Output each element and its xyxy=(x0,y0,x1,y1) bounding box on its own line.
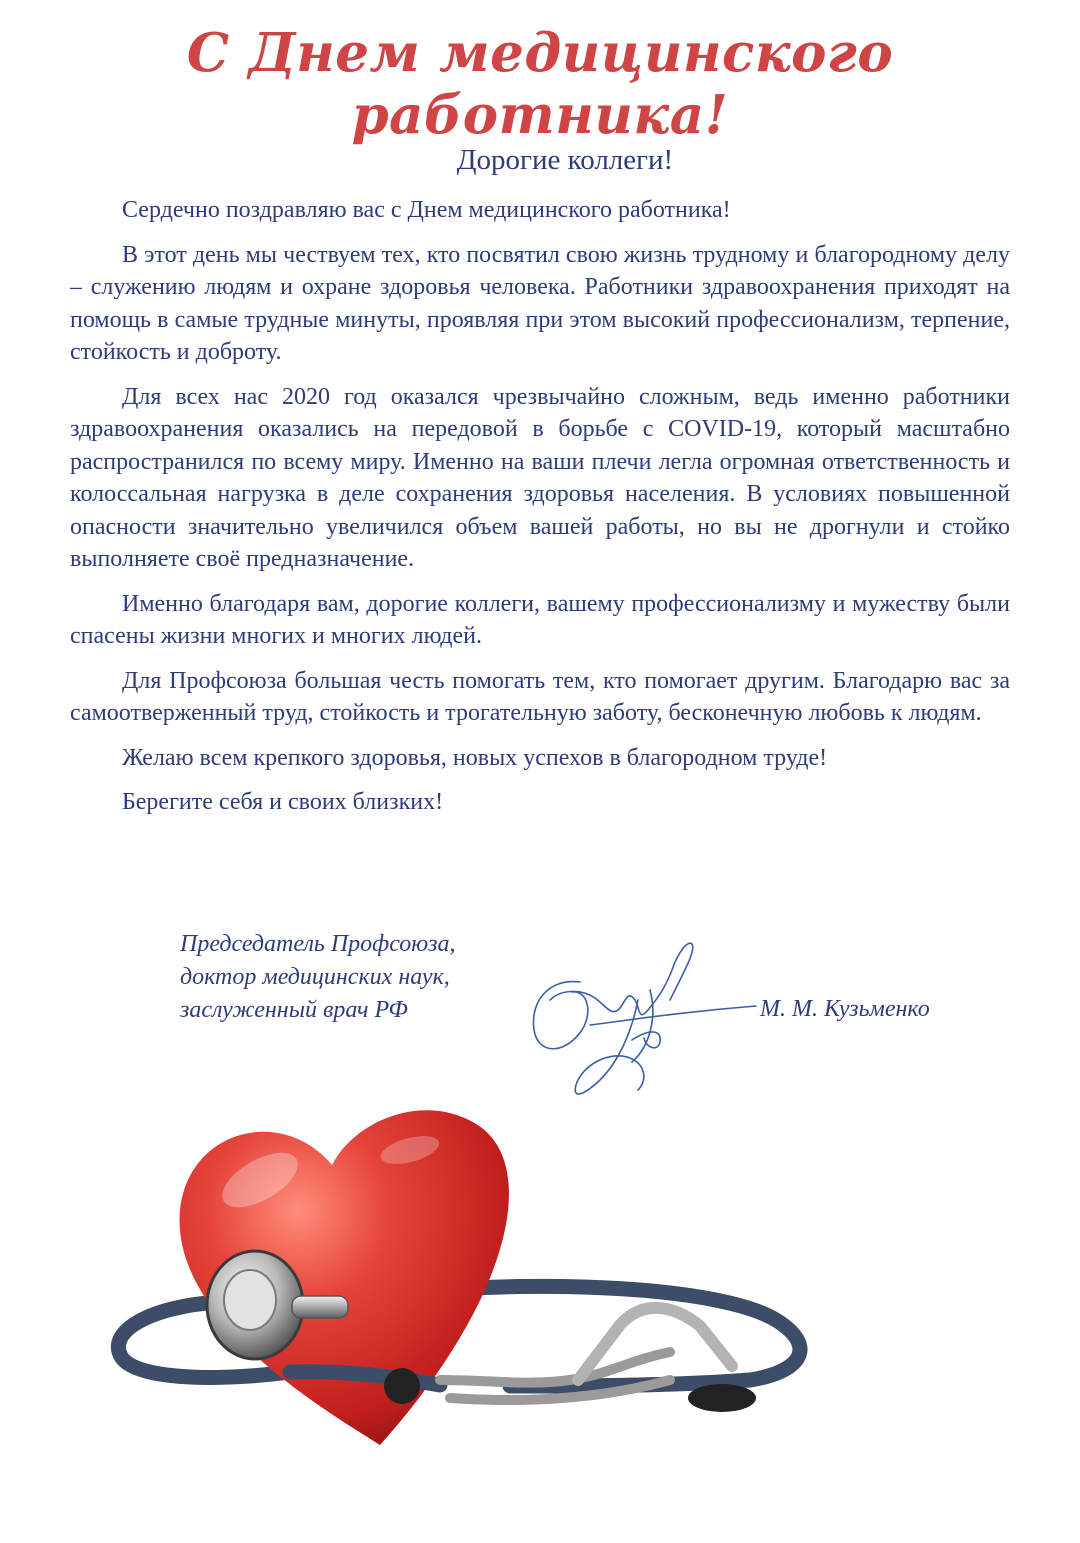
page-title: С Днем медицинского работника! xyxy=(186,22,894,146)
signatory-name: М. М. Кузьменко xyxy=(760,996,930,1022)
paragraph-union-gratitude: Для Профсоюза большая честь помогать тем, кто помогает другим. Благодарю вас за самоотверженный труд, стойкость и трогательную заботу, бесконечную любовь к людям. xyxy=(70,667,1010,726)
paragraph-tribute: В этот день мы чествуем тех, кто посвятил свою жизнь трудному и благородному делу – служению людям и охране здоровья человека. Работники здравоохранения приходят на помощь в самые трудные минуты, проявляя при этом высокий профессионализм, терпение, стойкость и доброту. xyxy=(70,241,1010,365)
heart-stethoscope-illustration xyxy=(110,1080,850,1500)
letter-body xyxy=(70,194,1010,831)
position-line: заслуженный врач РФ xyxy=(180,997,408,1023)
paragraph-covid: Для всех нас 2020 год оказался чрезвычайно сложным, ведь именно работники здравоохранения оказались на передовой в борьбе с COVID-19, который масштабно распространился по всему миру. Именно на ваши плечи легла огромная ответственность и колоссальная нагрузка в деле сохранения здоровья населения. В условиях повышенной опасности значительно увеличился объем вашей работы, но вы не дрогнули и стойко выполняете своё предназначение. xyxy=(70,383,1010,572)
paragraph-thanks-colleagues: Именно благодаря вам, дорогие коллеги, вашему профессионализму и мужеству были спасены жизни многих и многих людей. xyxy=(70,590,1010,649)
paragraph-wishes: Желаю всем крепкого здоровья, новых успехов в благородном труде! xyxy=(122,744,828,771)
position-line: Председатель Профсоюза, xyxy=(180,931,456,957)
paragraph-closing: Берегите себя и своих близких! xyxy=(122,789,444,815)
signatory-position xyxy=(180,928,456,1027)
greeting-heading: Дорогие коллеги! xyxy=(456,144,674,176)
paragraph-intro: Сердечно поздравляю вас с Днем медицинского работника! xyxy=(122,197,731,223)
position-line: доктор медицинских наук, xyxy=(180,964,450,990)
